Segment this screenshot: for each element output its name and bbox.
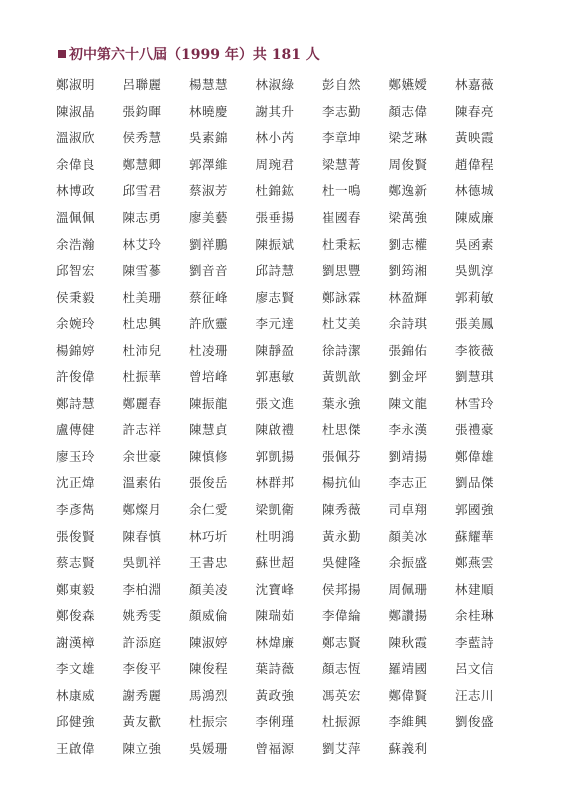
student-name: 鄭燕雲: [455, 555, 495, 571]
student-name: 李維興: [388, 714, 428, 730]
student-name: 陳瑞茹: [255, 608, 295, 624]
student-name: 劉思豐: [322, 263, 362, 279]
student-name: 羅靖國: [388, 661, 428, 677]
student-name: 許俊偉: [56, 369, 96, 385]
student-name: 杜一鳴: [322, 183, 362, 199]
student-name: 鄭志賢: [322, 634, 362, 650]
student-name: 陳振斌: [255, 236, 295, 252]
student-name: 蘇耀華: [455, 528, 495, 544]
student-name: 林淑綠: [255, 77, 295, 93]
student-name: 鄭讚揚: [388, 608, 428, 624]
name-row: [56, 257, 536, 284]
student-name: 劉音音: [189, 263, 229, 279]
student-name: 呂文信: [455, 661, 495, 677]
student-name: 葉永強: [322, 395, 362, 411]
student-name: 周俊賢: [388, 156, 428, 172]
name-row: [56, 336, 536, 363]
student-name: 林博政: [56, 183, 96, 199]
name-row: [56, 310, 536, 337]
student-name: 彭自然: [322, 77, 362, 93]
student-name: 陳秋霞: [388, 634, 428, 650]
name-row: [56, 151, 536, 178]
student-name: 陳淑婷: [189, 634, 229, 650]
name-row: [56, 575, 536, 602]
student-name: 侯邦揚: [322, 581, 362, 597]
student-name: 鄭偉雄: [455, 448, 495, 464]
student-name: 余桂琳: [455, 608, 495, 624]
name-row: [56, 204, 536, 231]
student-name: 馬鴻烈: [189, 687, 229, 703]
student-name: 陳威廉: [455, 210, 495, 225]
name-row: [56, 443, 536, 470]
student-name: 杜秉耘: [322, 236, 362, 252]
student-name: 劉志權: [388, 236, 428, 252]
student-name: 王啟偉: [56, 740, 96, 756]
student-name: 陳立強: [122, 740, 162, 756]
name-row: [56, 230, 536, 257]
name-row: [56, 177, 536, 204]
student-name: 李藍詩: [455, 634, 495, 650]
student-name: 陳俊程: [189, 661, 229, 677]
name-row: [56, 682, 536, 709]
student-name: 吳凱祥: [122, 555, 162, 571]
student-name: 余浩瀚: [56, 236, 96, 252]
student-name: 張佩芬: [322, 448, 362, 464]
student-name: 鄭逸新: [388, 183, 428, 199]
student-name: 蘇義利: [388, 740, 428, 756]
student-name: 蘇世超: [255, 555, 295, 571]
student-name: 顏志偉: [388, 103, 428, 119]
student-name: 黃映霞: [455, 130, 495, 146]
student-name: 劉金坪: [388, 369, 428, 385]
student-name: 邱雪君: [122, 183, 162, 199]
student-name: 陳啟禮: [255, 422, 295, 438]
student-name: 鄭偉賢: [388, 687, 428, 703]
student-name: 余偉良: [56, 156, 96, 172]
square-bullet-icon: [58, 50, 66, 58]
student-name: 蔡征峰: [189, 289, 229, 305]
student-name: 鄭東毅: [56, 581, 96, 597]
student-name: 蔡淑芳: [189, 183, 229, 199]
name-row: [56, 496, 536, 523]
student-name: 許添庭: [122, 634, 162, 650]
name-row: [56, 655, 536, 682]
student-name: 鄭麗春: [122, 395, 162, 411]
student-name: 溫佩佩: [56, 210, 96, 225]
student-name: 林雪玲: [455, 395, 495, 411]
student-name: 陳文龍: [388, 395, 428, 411]
student-name: 林建順: [455, 581, 495, 597]
student-name: 李筱薇: [455, 342, 495, 358]
student-name: 趙偉程: [455, 156, 495, 172]
student-name: 劉俊盛: [455, 714, 495, 730]
student-name: 黃凱歆: [322, 369, 362, 385]
name-row: [56, 522, 536, 549]
student-name: 邱智宏: [56, 263, 96, 279]
student-name: 盧傳健: [56, 422, 96, 438]
student-name: 吳凱淳: [455, 263, 495, 279]
student-name: 張俊岳: [189, 475, 229, 491]
student-name: 鄭燦月: [122, 502, 162, 518]
page-heading: [58, 44, 320, 64]
student-name: 陳雪蔘: [122, 263, 162, 279]
student-name: 邱詩慧: [255, 263, 295, 279]
student-name: 杜艾美: [322, 316, 362, 332]
student-name: 李永漢: [388, 422, 428, 438]
student-name: 王書忠: [189, 555, 229, 571]
student-name: 曾培峰: [189, 369, 229, 385]
name-list: [56, 71, 536, 761]
name-row: [56, 283, 536, 310]
student-name: 余詩琪: [388, 316, 428, 332]
student-name: 鄭詠霖: [322, 289, 362, 305]
student-name: 黃友歡: [122, 714, 162, 730]
student-name: 林煒廉: [255, 634, 295, 650]
student-name: 梁慧菁: [322, 156, 362, 172]
student-name: 謝其升: [255, 103, 295, 119]
student-name: 廖美藝: [189, 210, 229, 225]
student-name: 馮英宏: [322, 687, 362, 703]
student-name: 陳春慎: [122, 528, 162, 544]
student-name: 杜沛兒: [122, 342, 162, 358]
student-name: 司卓翔: [388, 502, 428, 518]
name-row: [56, 735, 536, 762]
student-name: 謝漢樟: [56, 634, 96, 650]
student-name: 顏志恆: [322, 661, 362, 677]
student-name: 李俐瑾: [255, 714, 295, 730]
student-name: 林曉慶: [189, 103, 229, 119]
student-name: 顏美冰: [388, 528, 428, 544]
student-name: 余仁愛: [189, 502, 229, 518]
student-name: 侯秀慧: [122, 130, 162, 146]
student-name: 張錦佑: [388, 342, 428, 358]
student-name: 徐詩潔: [322, 342, 362, 358]
student-name: 鄭嬿嬡: [388, 77, 428, 93]
name-row: [56, 549, 536, 576]
student-name: 林康威: [56, 687, 96, 703]
student-name: 杜明鴻: [255, 528, 295, 544]
student-name: 陳春亮: [455, 103, 495, 119]
name-row: [56, 98, 536, 125]
student-name: 沈寶峰: [255, 581, 295, 597]
student-name: 余振盛: [388, 555, 428, 571]
student-name: 楊慧慧: [189, 77, 229, 93]
student-name: 杜思傑: [322, 422, 362, 438]
student-name: 林群邦: [255, 475, 295, 491]
name-row: [56, 469, 536, 496]
student-name: 李志正: [388, 475, 428, 491]
student-name: 林小芮: [255, 130, 295, 146]
name-row: [56, 390, 536, 417]
name-row: [56, 71, 536, 98]
student-name: 劉筠湘: [388, 263, 428, 279]
student-name: 林盈輝: [388, 289, 428, 305]
student-name: 李偉綸: [322, 608, 362, 624]
student-name: 陳靜盈: [255, 342, 295, 358]
student-name: 杜錦鈜: [255, 183, 295, 199]
student-name: 廖玉玲: [56, 448, 96, 464]
student-name: 鄭俊森: [56, 608, 96, 624]
name-row: [56, 363, 536, 390]
student-name: 張垂揚: [255, 210, 295, 225]
student-name: 林嘉薇: [455, 77, 495, 93]
student-name: 杜凌珊: [189, 342, 229, 358]
student-name: 顏美凌: [189, 581, 229, 597]
student-name: 杜振華: [122, 369, 162, 385]
student-name: 杜振源: [322, 714, 362, 730]
student-name: 余婉玲: [56, 316, 96, 332]
student-name: 葉詩薇: [255, 661, 295, 677]
student-name: 周佩珊: [388, 581, 428, 597]
student-name: 李元達: [255, 316, 295, 332]
student-name: 許欣靈: [189, 316, 229, 332]
student-name: 陳志勇: [122, 210, 162, 225]
student-name: 林巧圻: [189, 528, 229, 544]
student-name: 鄭慧卿: [122, 156, 162, 172]
student-name: 楊錦婷: [56, 342, 96, 358]
student-name: 陳振龍: [189, 395, 229, 411]
student-name: 溫素佑: [122, 475, 162, 491]
student-name: 郭莉敏: [455, 289, 495, 305]
student-name: 黃政強: [255, 687, 295, 703]
student-name: 陳慎修: [189, 448, 229, 464]
student-name: 張鈞暉: [122, 103, 162, 119]
student-name: 吳函素: [455, 236, 495, 252]
student-name: 侯秉毅: [56, 289, 96, 305]
student-name: 沈正煒: [56, 475, 96, 491]
student-name: 陳慧貞: [189, 422, 229, 438]
student-name: 崔國春: [322, 210, 362, 225]
name-row: [56, 124, 536, 151]
student-name: 謝秀麗: [122, 687, 162, 703]
student-name: 李柏淵: [122, 581, 162, 597]
student-name: 郭凱揚: [255, 448, 295, 464]
student-name: 吳健隆: [322, 555, 362, 571]
student-name: 鄭淑明: [56, 77, 96, 93]
student-name: 郭國強: [455, 502, 495, 518]
student-name: 呂聯麗: [122, 77, 162, 93]
student-name: 汪志川: [455, 687, 495, 703]
student-name: 郭澤維: [189, 156, 229, 172]
student-name: 陳秀薇: [322, 502, 362, 518]
student-name: 張美鳳: [455, 316, 495, 332]
student-name: 林艾玲: [122, 236, 162, 252]
heading-title: 初中第六十八屆（1999 年）共 181 人: [69, 47, 320, 63]
student-name: 劉慧琪: [455, 369, 495, 385]
student-name: 楊抗仙: [322, 475, 362, 491]
student-name: 李俊平: [122, 661, 162, 677]
student-name: 李志勤: [322, 103, 362, 119]
student-name: 余世豪: [122, 448, 162, 464]
student-name: 吳素錦: [189, 130, 229, 146]
student-name: 劉祥鵬: [189, 236, 229, 252]
student-name: 杜振宗: [189, 714, 229, 730]
student-name: 梁萬強: [388, 210, 428, 225]
student-name: 溫淑欣: [56, 130, 96, 146]
student-name: 邱健強: [56, 714, 96, 730]
student-name: 梁凱衛: [255, 502, 295, 518]
student-name: 廖志賢: [255, 289, 295, 305]
student-name: 周琬君: [255, 156, 295, 172]
student-name: 林德城: [455, 183, 495, 199]
student-name: 張俊賢: [56, 528, 96, 544]
student-name: 許志祥: [122, 422, 162, 438]
name-row: [56, 602, 536, 629]
student-name: 劉靖揚: [388, 448, 428, 464]
student-name: 張文進: [255, 395, 295, 411]
student-name: 曾福源: [255, 740, 295, 756]
student-name: 劉品傑: [455, 475, 495, 491]
student-name: 劉艾萍: [322, 740, 362, 756]
student-name: 鄭詩慧: [56, 395, 96, 411]
name-row: [56, 416, 536, 443]
student-name: 姚秀雯: [122, 608, 162, 624]
student-name: 陳淑晶: [56, 103, 96, 119]
student-name: 張禮豪: [455, 422, 495, 438]
student-name: 吳媛珊: [189, 740, 229, 756]
student-name: 黃永勤: [322, 528, 362, 544]
student-name: 杜美珊: [122, 289, 162, 305]
name-row: [56, 708, 536, 735]
name-row: [56, 628, 536, 655]
student-name: 梁芝琳: [388, 130, 428, 146]
student-name: 李章坤: [322, 130, 362, 146]
student-name: 杜忠興: [122, 316, 162, 332]
student-name: 蔡志賢: [56, 555, 96, 571]
student-name: 李彥雋: [56, 502, 96, 518]
student-name: 郭惠敏: [255, 369, 295, 385]
student-name: 李文雄: [56, 661, 96, 677]
student-name: 顏威倫: [189, 608, 229, 624]
